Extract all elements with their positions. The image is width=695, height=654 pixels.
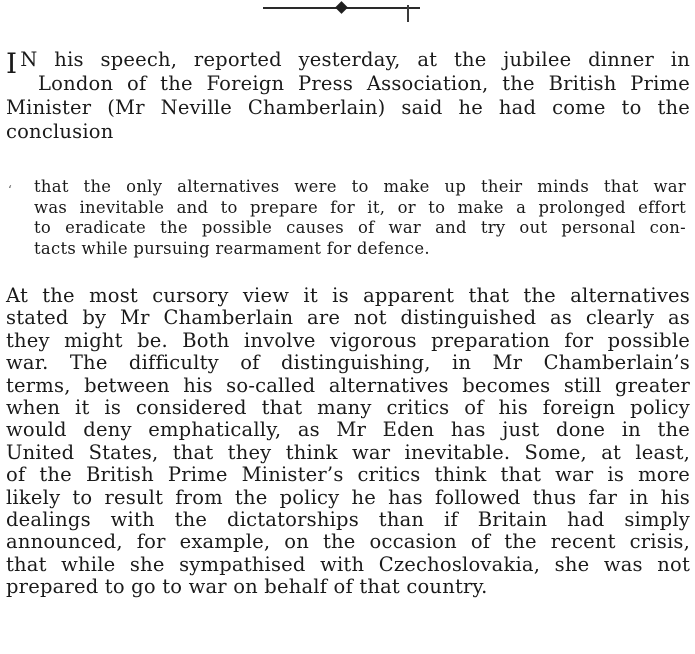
body-line: prepared to go to war on behalf of that country. <box>6 575 488 599</box>
intro-line: Minister (Mr Neville Chamberlain) said he had come to the <box>6 96 690 119</box>
body-line: when it is considered that many critics of his foreign policy <box>6 396 690 420</box>
intro-paragraph <box>6 48 690 144</box>
body-line: At the most cursory view it is apparent that the alternatives <box>6 284 690 307</box>
body-line: dealings with the dictatorships than if Britain had simply <box>6 508 690 532</box>
block-quotation <box>34 177 686 259</box>
body-line: likely to result from the policy he has followed thus far in his <box>6 485 690 509</box>
body-line: they might be. Both involve vigorous preparation for possible <box>6 328 690 352</box>
intro-line: London of the Foreign Press Association, the British Prime <box>38 72 690 95</box>
intro-line <box>6 47 690 80</box>
body-line: terms, between his so-called alternatives becomes still greater <box>6 373 690 397</box>
dropcap-letter: I <box>6 47 18 80</box>
diamond-ornament-icon <box>335 1 348 14</box>
quote-line: tacts while pursuing rearmament for defence. <box>34 238 430 258</box>
intro-line-text: N his speech, reported yesterday, at the jubilee dinner in <box>20 48 690 71</box>
quote-line: that the only alternatives were to make up their minds that war <box>34 177 686 196</box>
quote-line: was inevitable and to prepare for it, or to make a prolonged effort <box>34 197 686 217</box>
body-line: announced, for example, on the occasion of the recent crisis, <box>6 530 690 554</box>
body-line: United States, that they think war inevitable. Some, at least, <box>6 440 690 464</box>
body-line: stated by Mr Chamberlain are not distinguished as clearly as <box>6 306 690 330</box>
body-line: war. The difficulty of distinguishing, in Mr Chamberlain’s <box>6 351 690 375</box>
body-line: that while she sympathised with Czechoslovakia, she was not <box>6 552 690 576</box>
body-line: would deny emphatically, as Mr Eden has just done in the <box>6 418 690 442</box>
body-line: of the British Prime Minister’s critics think that war is more <box>6 463 690 487</box>
column-tick-mark <box>407 5 409 22</box>
quote-line: to eradicate the possible causes of war and try out personal con- <box>34 218 686 237</box>
intro-line: conclusion <box>6 120 114 143</box>
body-paragraph <box>6 285 690 599</box>
quote-mark: ‘ <box>8 183 12 197</box>
